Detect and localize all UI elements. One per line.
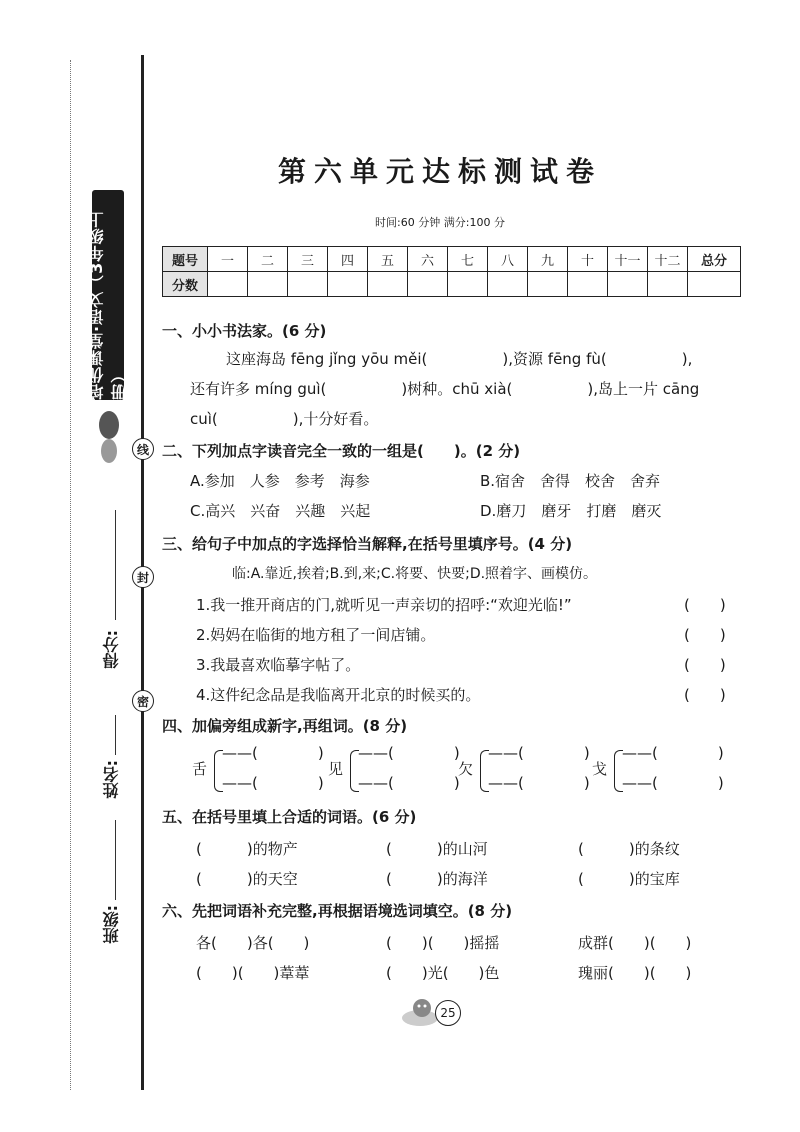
score-label: 得分: (102, 630, 121, 669)
score-cell[interactable] (328, 272, 368, 297)
q5-blank[interactable]: ( )的条纹 (578, 840, 680, 858)
exam-meta: 时间:60 分钟 满分:100 分 (375, 216, 505, 229)
q2-option-c: C.高兴 兴奋 兴趣 兴起 (190, 502, 371, 520)
q4-char-1: 舌 (192, 760, 208, 778)
q5-blank[interactable]: ( )的海洋 (386, 870, 488, 888)
q4-char-2: 见 (328, 760, 344, 778)
q4-blank-2b[interactable]: ——( ) (358, 774, 460, 792)
q4-heading: 四、加偏旁组成新字,再组词。(8 分) (162, 717, 408, 735)
mascot-icon (96, 405, 122, 465)
q2-option-b: B.宿舍 舍得 校舍 舍弃 (480, 472, 661, 490)
col-header: 四 (328, 247, 368, 272)
col-header: 七 (448, 247, 488, 272)
q6-blank[interactable]: ( )( )葦葦 (196, 964, 310, 982)
score-blank (115, 510, 116, 620)
score-table (162, 246, 741, 297)
q4-blank-1a[interactable]: ——( ) (222, 744, 324, 762)
q4-blank-4b[interactable]: ——( ) (622, 774, 724, 792)
score-cell[interactable] (248, 272, 288, 297)
col-header: 六 (408, 247, 448, 272)
row-label: 题号 (163, 247, 208, 272)
score-cell[interactable] (368, 272, 408, 297)
q3-answer-2[interactable]: ( ) (684, 626, 726, 644)
col-header: 三 (288, 247, 328, 272)
total-header: 总分 (688, 247, 741, 272)
page-title: 第六单元达标测试卷 (277, 155, 602, 188)
q5-blank[interactable]: ( )的天空 (196, 870, 298, 888)
q4-blank-2a[interactable]: ——( ) (358, 744, 460, 762)
name-blank (115, 715, 116, 755)
class-label: 班级: (102, 905, 121, 944)
col-header: 八 (488, 247, 528, 272)
col-header: 十二 (648, 247, 688, 272)
q4-blank-4a[interactable]: ——( ) (622, 744, 724, 762)
col-header: 九 (528, 247, 568, 272)
q6-blank[interactable]: 成群( )( ) (578, 934, 692, 952)
q5-heading: 五、在括号里填上合适的词语。(6 分) (162, 808, 417, 826)
q5-blank[interactable]: ( )的物产 (196, 840, 298, 858)
q3-item-4: 4.这件纪念品是我临离开北京的时候买的。 (196, 686, 481, 704)
score-cell[interactable] (448, 272, 488, 297)
score-cell[interactable] (528, 272, 568, 297)
col-header: 二 (248, 247, 288, 272)
col-header: 十一 (608, 247, 648, 272)
q3-heading: 三、给句子中加点的字选择恰当解释,在括号里填序号。(4 分) (162, 535, 573, 553)
q6-heading: 六、先把词语补充完整,再根据语境选词填空。(8 分) (162, 902, 513, 920)
q3-hint: 临:A.靠近,挨着;B.到,来;C.将要、快要;D.照着字、画模仿。 (232, 566, 598, 582)
q1-line-2: 还有许多 míng guì( )树种。chū xià( ),岛上一片 cāng (190, 380, 700, 398)
q2-option-a: A.参加 人参 参考 海参 (190, 472, 370, 490)
q4-blank-3b[interactable]: ——( ) (488, 774, 590, 792)
q2-heading: 二、下列加点字读音完全一致的一组是( )。(2 分) (162, 442, 521, 460)
q6-blank[interactable]: 瑰丽( )( ) (578, 964, 692, 982)
q4-blank-3a[interactable]: ——( ) (488, 744, 590, 762)
q2-option-d: D.磨刀 磨牙 打磨 磨灭 (480, 502, 662, 520)
q4-char-3: 欠 (458, 760, 474, 778)
q6-blank[interactable]: ( )( )摇摇 (386, 934, 500, 952)
brand-band: 培优课堂·语文（3年级上册） (92, 190, 124, 400)
score-table-score-row (163, 272, 741, 297)
name-label: 姓名: (102, 760, 121, 799)
q3-answer-1[interactable]: ( ) (684, 596, 726, 614)
col-header: 五 (368, 247, 408, 272)
q1-line-3: cuì( ),十分好看。 (190, 410, 379, 428)
q3-item-3: 3.我最喜欢临摹字帖了。 (196, 656, 361, 674)
seal-xian: 线 (132, 438, 154, 460)
q1-line-1: 这座海岛 fēng jǐng yōu měi( ),资源 fēng fù( ), (226, 350, 693, 368)
score-cell[interactable] (608, 272, 648, 297)
mascot-footer-icon (400, 994, 440, 1028)
page-number: 25 (435, 1000, 461, 1026)
col-header: 十 (568, 247, 608, 272)
score-table-header-row (163, 247, 741, 272)
q6-blank[interactable]: ( )光( )色 (386, 964, 500, 982)
q4-blank-1b[interactable]: ——( ) (222, 774, 324, 792)
q3-answer-3[interactable]: ( ) (684, 656, 726, 674)
q4-char-4: 戈 (592, 760, 608, 778)
seal-mi: 密 (132, 690, 154, 712)
col-header: 一 (208, 247, 248, 272)
score-cell[interactable] (208, 272, 248, 297)
score-cell[interactable] (568, 272, 608, 297)
seal-feng: 封 (132, 566, 154, 588)
q5-blank[interactable]: ( )的山河 (386, 840, 488, 858)
score-cell[interactable] (488, 272, 528, 297)
q1-heading: 一、小小书法家。(6 分) (162, 322, 327, 340)
q5-blank[interactable]: ( )的宝库 (578, 870, 680, 888)
q3-answer-4[interactable]: ( ) (684, 686, 726, 704)
q6-blank[interactable]: 各( )各( ) (196, 934, 310, 952)
q3-item-2: 2.妈妈在临街的地方租了一间店铺。 (196, 626, 436, 644)
class-blank (115, 820, 116, 900)
total-cell[interactable] (688, 272, 741, 297)
row-label: 分数 (163, 272, 208, 297)
q3-item-1: 1.我一推开商店的门,就听见一声亲切的招呼:“欢迎光临!” (196, 596, 572, 614)
score-cell[interactable] (408, 272, 448, 297)
score-cell[interactable] (288, 272, 328, 297)
score-cell[interactable] (648, 272, 688, 297)
